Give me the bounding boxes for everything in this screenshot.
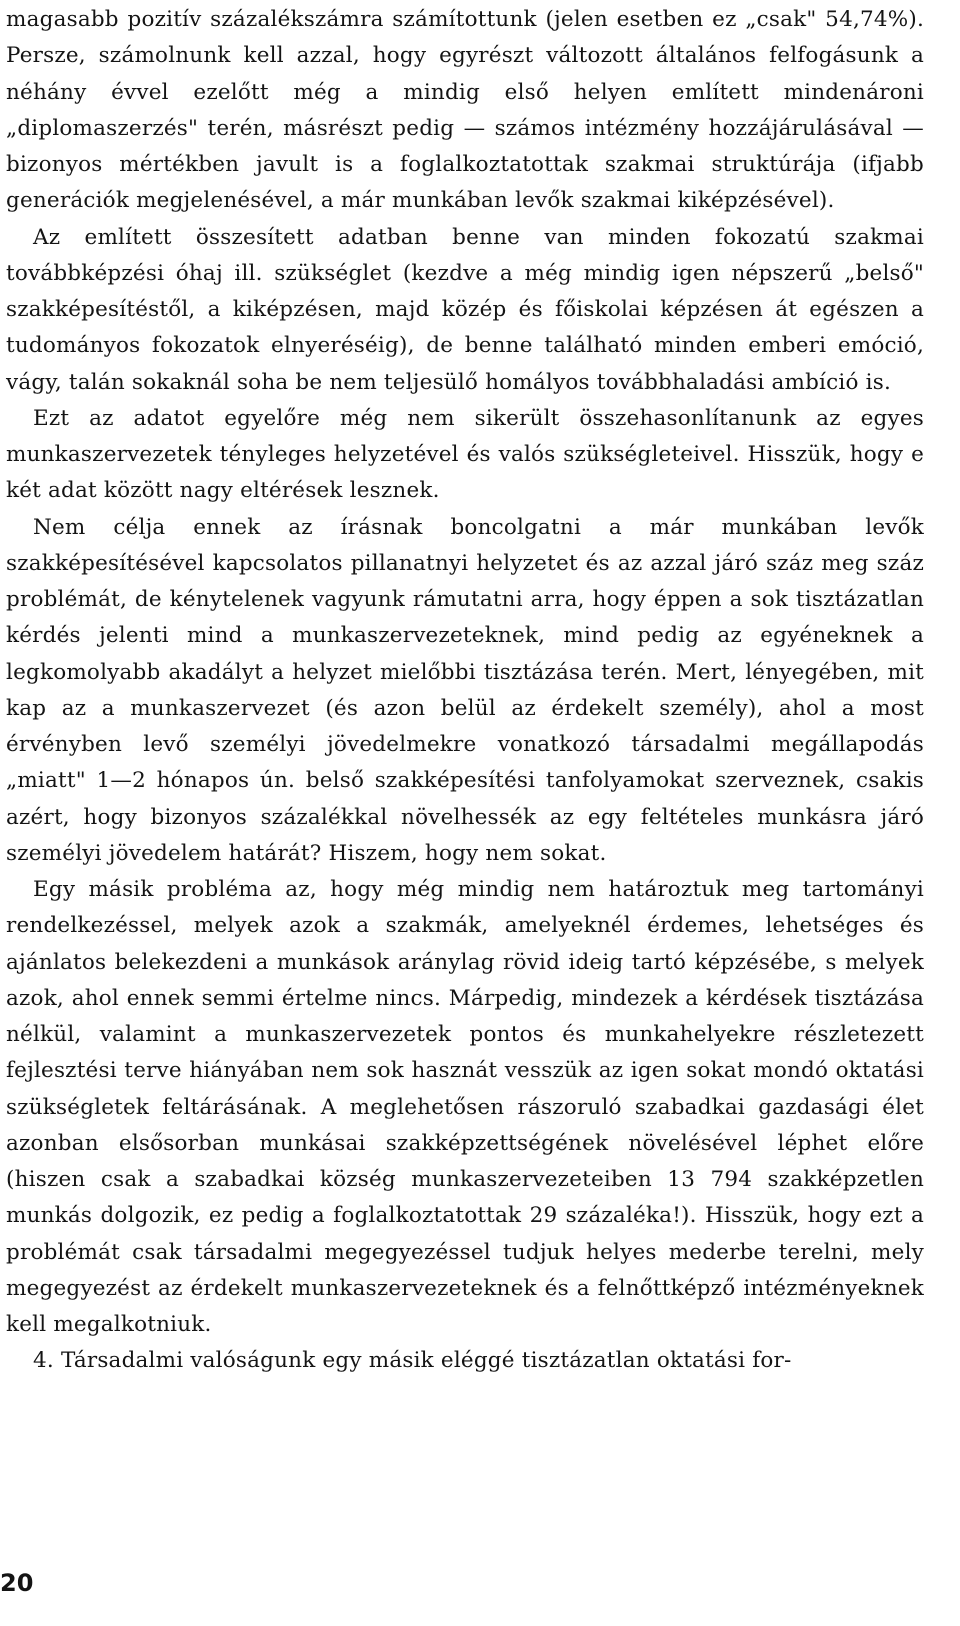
paragraph-section-4: 4. Társadalmi valóságunk egy másik eléggé tisztázatlan oktatási for- bbox=[33, 1348, 792, 1374]
paragraph-problems: Nem célja ennek az írásnak boncolgatni a már munkában levők szakképesítésével kapcsolatos pillanatnyi helyzetet és az azzal járó száz meg száz problémát, de kénytelenek vagyunk rámutatni arra, hogy éppen a sok tisztázatlan kérdés jelenti mind a munkaszervezeteknek, mind pedig az egyéneknek a legkomolyabb akadályt a helyzet mielőbbi tisztázása terén. Mert, lényegében, mit kap az a munkaszervezet (és azon belül az érdekelt személy), ahol a most érvényben levő személyi jövedelmekre vonatkozó társadalmi megállapodás „miatt" 1—2 hónapos ún. belső szakképesítési tanfolyamokat szerveznek, csakis azért, hogy bizonyos százalékkal növelhessék az egy feltételes munkásra járó személyi jövedelem határát? Hiszem, hogy nem sokat. bbox=[6, 514, 924, 866]
body-text bbox=[6, 2, 924, 1380]
paragraph-another-problem: Egy másik probléma az, hogy még mindig nem határoztuk meg tartományi rendelkezéssel, melyek azok a szakmák, amelyeknél érdemes, lehetséges és ajánlatos belekezdeni a munkások aránylag rövid ideig tartó képzésébe, s melyek azok, ahol ennek semmi értelme nincs. Márpedig, mindezek a kérdések tisztázása nélkül, valamint a munkaszervezetek pontos és munkahelyekre részletezett fejlesztési terve hiányában nem sok hasznát vesszük az igen sokat mondó oktatási szükségletek feltárásának. A meglehetősen rászoruló szabadkai gazdasági élet azonban elsősorban munkásai szakképzettségének növelésével léphet előre (hiszen csak a szabadkai község munkaszervezeteiben 13 794 szakképzetlen munkás dolgozik, ez pedig a foglalkoztatottak 29 százaléka!). Hisszük, hogy ezt a problémát csak társadalmi megegyezéssel tudjuk helyes mederbe terelni, mely megegyezést az érdekelt munkaszervezeteknek és a felnőttképző intézményeknek kell megalkotniuk. bbox=[6, 877, 924, 1337]
paragraph-aggregated-data: Az említett összesített adatban benne van minden fokozatú szakmai továbbképzési óhaj ill. szükséglet (kezdve a még mindig igen népszerű „belső" szakképesítéstől, a kiképzésen, majd közép és főiskolai képzésen át egészen a tudományos fokozatok elnyeréséig), de benne található minden emberi emóció, vágy, talán sokaknál soha be nem teljesülő homályos továbbhaladási ambíció is. bbox=[6, 224, 924, 395]
paragraph-continuation: magasabb pozitív százalékszámra számítottunk (jelen esetben ez „csak" 54,74%). Persze, számolnunk kell azzal, hogy egyrészt változott általános felfogásunk a néhány évvel ezelőtt még a mindig első helyen említett mindenároni „diplomaszerzés" terén, másrészt pedig — számos intézmény hozzájárulásával — bizonyos mértékben javult is a foglalkoztatottak szakmai struktúrája (ifjabb generációk megjelenésével, a már munkában levők szakmai kiképzésével). bbox=[6, 7, 924, 214]
page-number: 20 bbox=[0, 1569, 34, 1597]
paragraph-comparison: Ezt az adatot egyelőre még nem sikerült összehasonlítanunk az egyes munkaszervezetek tényleges helyzetével és valós szükségleteivel. Hisszük, hogy e két adat között nagy eltérések lesznek. bbox=[6, 405, 924, 504]
